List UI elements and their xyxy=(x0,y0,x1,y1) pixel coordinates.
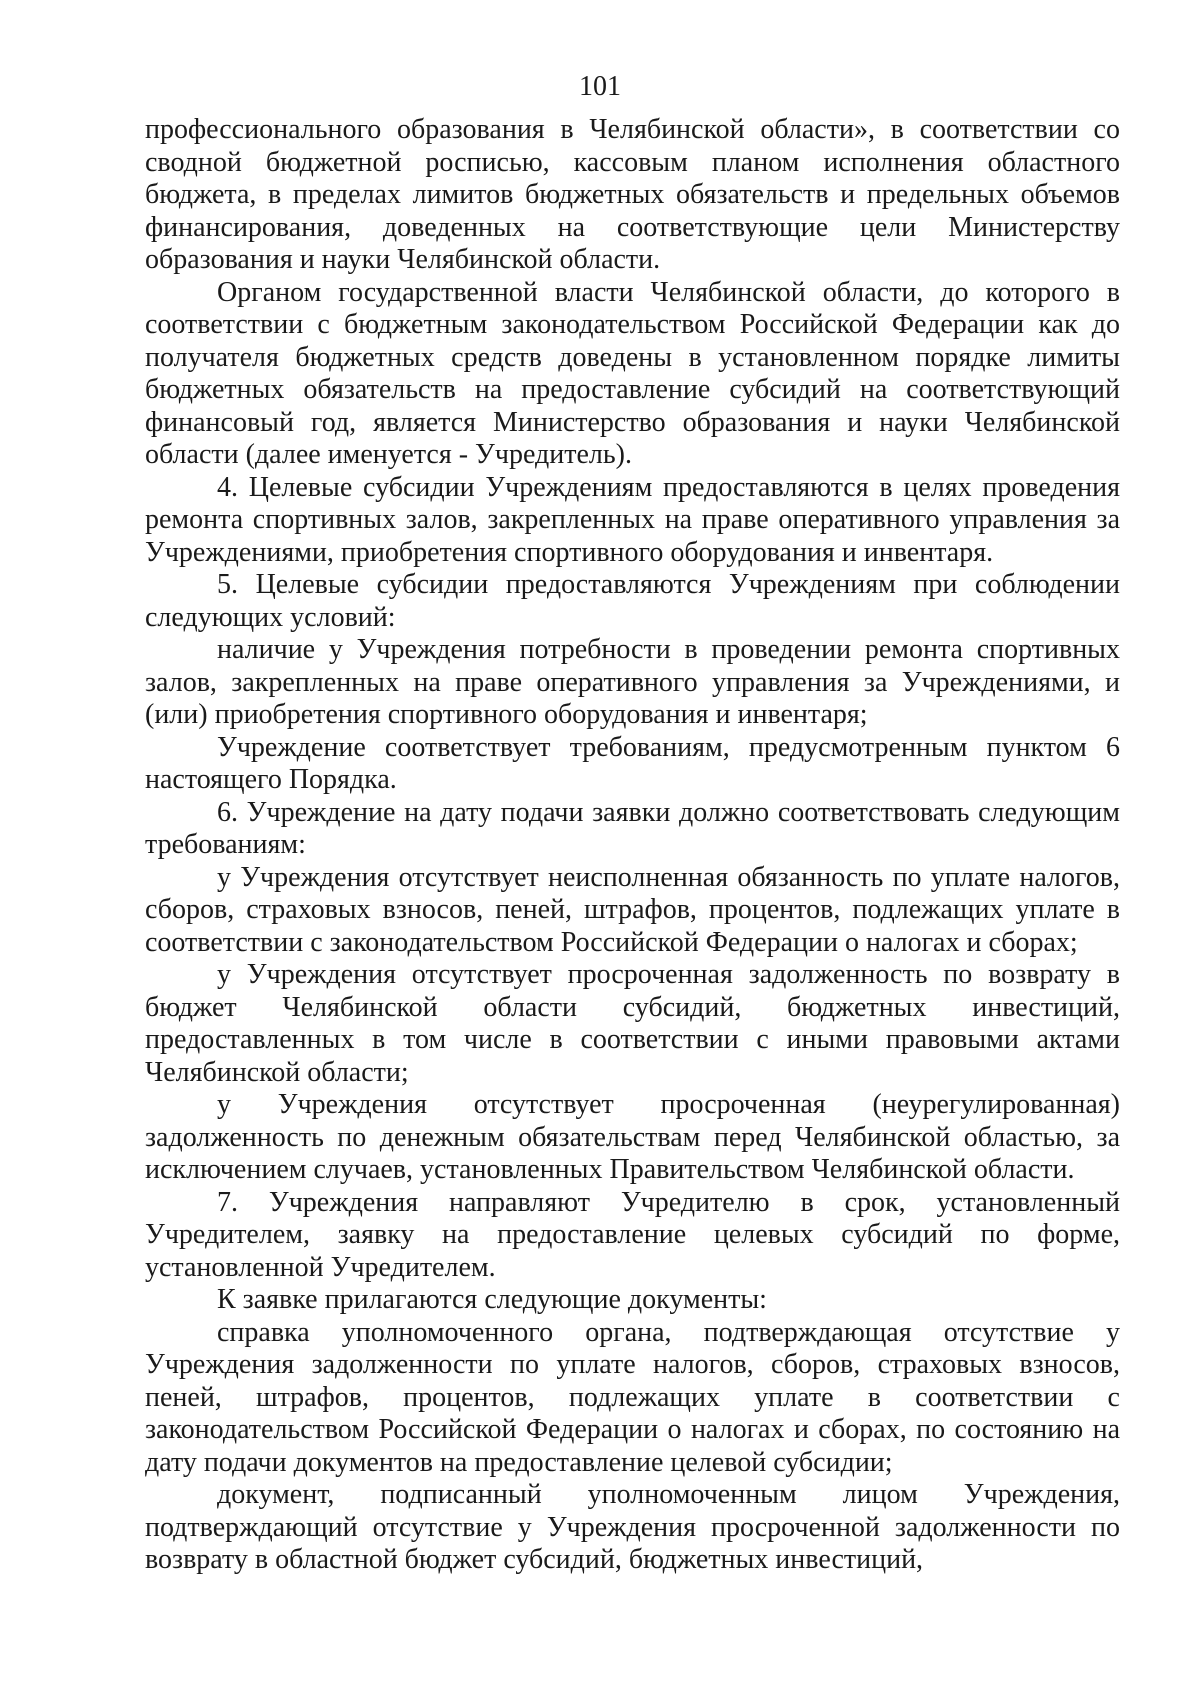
paragraph-9: у Учреждения отсутствует просроченная задолженность по возврату в бюджет Челябинской области субсидий, бюджетных инвестиций, предоставленных в том числе в соответствии с иными правовыми актами Челябинской области; xyxy=(145,959,1120,1088)
paragraph-1: профессионального образования в Челябинской области», в соответствии со сводной бюджетной росписью, кассовым планом исполнения областного бюджета, в пределах лимитов бюджетных обязательств и предельных объемов финансирования, доведенных на соответствующие цели Министерству образования и науки Челябинской области. xyxy=(145,114,1120,275)
paragraph-11: 7. Учреждения направляют Учредителю в срок, установленный Учредителем, заявку на предоставление целевых субсидий по форме, установленной Учредителем. xyxy=(145,1186,1120,1283)
paragraph-3: 4. Целевые субсидии Учреждениям предоставляются в целях проведения ремонта спортивных залов, закрепленных на праве оперативного управления за Учреждениями, приобретения спортивного оборудования и инвентаря. xyxy=(145,471,1120,568)
paragraph-2: Органом государственной власти Челябинской области, до которого в соответствии с бюджетным законодательством Российской Федерации как до получателя бюджетных средств доведены в установленном порядке лимиты бюджетных обязательств на предоставление субсидий на соответствующий финансовый год, является Министерство образования и науки Челябинской области (далее именуется - Учредитель). xyxy=(145,276,1120,470)
paragraph-5: наличие у Учреждения потребности в проведении ремонта спортивных залов, закрепленных на праве оперативного управления за Учреждениями, и (или) приобретения спортивного оборудования и инвентаря; xyxy=(145,634,1120,730)
paragraph-12: К заявке прилагаются следующие документы: xyxy=(217,1284,767,1315)
paragraph-13: справка уполномоченного органа, подтверждающая отсутствие у Учреждения задолженности по уплате налогов, сборов, страховых взносов, пеней, штрафов, процентов, подлежащих уплате в соответствии с законодательством Российской Федерации о налогах и сборах, по состоянию на дату подачи документов на предоставление целевой субсидии; xyxy=(145,1316,1120,1478)
document-body xyxy=(145,114,1120,1577)
paragraph-8: у Учреждения отсутствует неисполненная обязанность по уплате налогов, сборов, страховых взносов, пеней, штрафов, процентов, подлежащих уплате в соответствии с законодательством Российской Федерации о налогах и сборах; xyxy=(145,861,1120,958)
paragraph-14: документ, подписанный уполномоченным лицом Учреждения, подтверждающий отсутствие у Учреждения просроченной задолженности по возврату в областной бюджет субсидий, бюджетных инвестиций, xyxy=(145,1479,1120,1575)
page-number: 101 xyxy=(579,71,621,102)
paragraph-7: 6. Учреждение на дату подачи заявки должно соответствовать следующим требованиям: xyxy=(145,796,1120,860)
paragraph-10: у Учреждения отсутствует просроченная (неурегулированная) задолженность по денежным обязательствам перед Челябинской областью, за исключением случаев, установленных Правительством Челябинской области. xyxy=(145,1089,1120,1185)
paragraph-4: 5. Целевые субсидии предоставляются Учреждениям при соблюдении следующих условий: xyxy=(145,569,1120,633)
paragraph-6: Учреждение соответствует требованиям, предусмотренным пунктом 6 настоящего Порядка. xyxy=(145,731,1120,795)
